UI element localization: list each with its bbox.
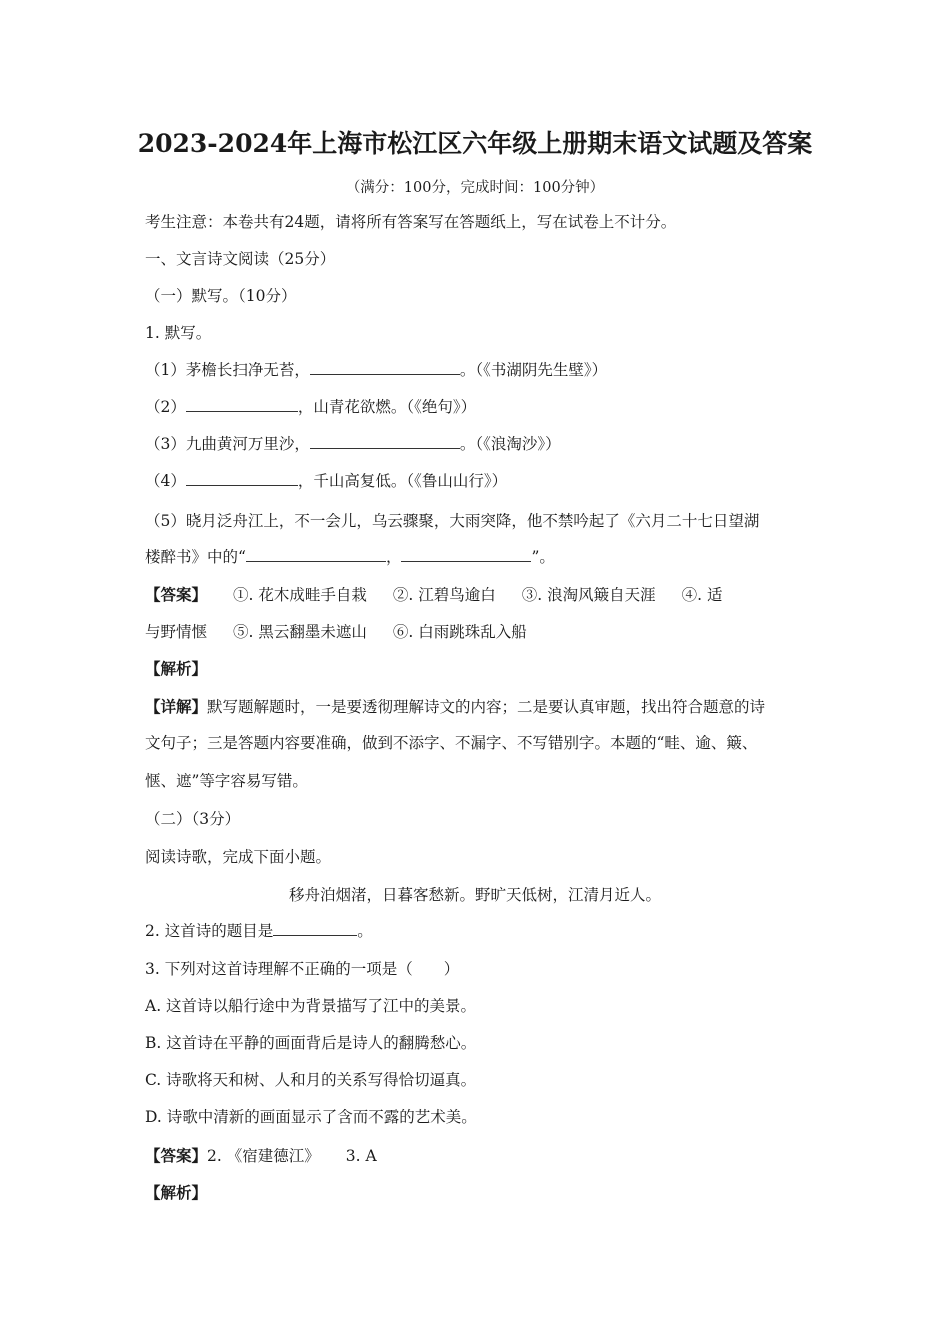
q1-item-5-line2: 楼醉书》中的“ ， ”。 [145, 548, 555, 566]
reading-instruction: 阅读诗歌，完成下面小题。 [145, 848, 332, 866]
option-d: D. 诗歌中清新的画面显示了含而不露的艺术美。 [145, 1108, 477, 1126]
detail-line-3: 惬、遮”等字容易写错。 [145, 772, 308, 790]
analysis-label: 【解析】 [145, 659, 208, 678]
answer-blank [401, 546, 531, 562]
q1-item-1: （1）茅檐长扫净无苔， 。（《书湖阴先生壁》） [145, 361, 608, 379]
answer-blank [246, 546, 386, 562]
q1-item-2: （2） ，山青花欲燃。（《绝句》） [145, 398, 477, 416]
detail-line-1: 【详解】默写题解题时，一是要透彻理解诗文的内容；二是要认真审题，找出符合题意的诗 [145, 697, 766, 716]
subsection-heading: （一）默写。（10分） [145, 287, 297, 305]
q1-item-5-line1: （5）晓月泛舟江上，不一会儿，乌云骤聚，大雨突降，他不禁吟起了《六月二十七日望湖 [145, 512, 760, 530]
option-c: C. 诗歌将天和树、人和月的关系写得恰切逼真。 [145, 1071, 477, 1089]
question-3-stem: 3. 下列对这首诗理解不正确的一项是（ ） [145, 960, 460, 978]
exam-info: （满分：100分，完成时间：100分钟） [345, 180, 605, 196]
subsection-heading: （二）（3分） [145, 810, 241, 828]
exam-notice: 考生注意：本卷共有24题，请将所有答案写在答题纸上，写在试卷上不计分。 [145, 213, 677, 231]
poem-text: 移舟泊烟渚，日暮客愁新。野旷天低树，江清月近人。 [288, 886, 661, 904]
answer-blank [186, 396, 298, 412]
option-a: A. 这首诗以船行途中为背景描写了江中的美景。 [145, 997, 477, 1015]
page-title: 2023-2024年上海市松江区六年级上册期末语文试题及答案 [137, 129, 813, 158]
answer-blank [186, 470, 298, 486]
option-b: B. 这首诗在平静的画面背后是诗人的翻腾愁心。 [145, 1034, 477, 1052]
section-heading: 一、文言诗文阅读（25分） [145, 250, 336, 268]
answer-line-3: 【答案】2. 《宿建德江》 3. A [145, 1146, 377, 1165]
answer-line-1: 【答案】 ①. 花木成畦手自栽 ②. 江碧鸟逾白 ③. 浪淘风簸自天涯 ④. 适 [145, 585, 723, 604]
analysis-label: 【解析】 [145, 1183, 208, 1202]
answer-line-2: 与野情惬 ⑤. 黑云翻墨未遮山 ⑥. 白雨跳珠乱入船 [145, 623, 527, 641]
question-2: 2. 这首诗的题目是 。 [145, 922, 373, 940]
answer-blank [310, 433, 460, 449]
answer-blank [310, 359, 460, 375]
q1-item-4: （4） ，千山高复低。（《鲁山山行》） [145, 472, 508, 490]
q1-item-3: （3）九曲黄河万里沙， 。（《浪淘沙》） [145, 435, 561, 453]
detail-line-2: 文句子；三是答题内容要准确，做到不添字、不漏字、不写错别字。本题的“畦、逾、簸、 [145, 734, 758, 752]
answer-blank [273, 920, 357, 936]
question-1-stem: 1. 默写。 [145, 324, 212, 342]
